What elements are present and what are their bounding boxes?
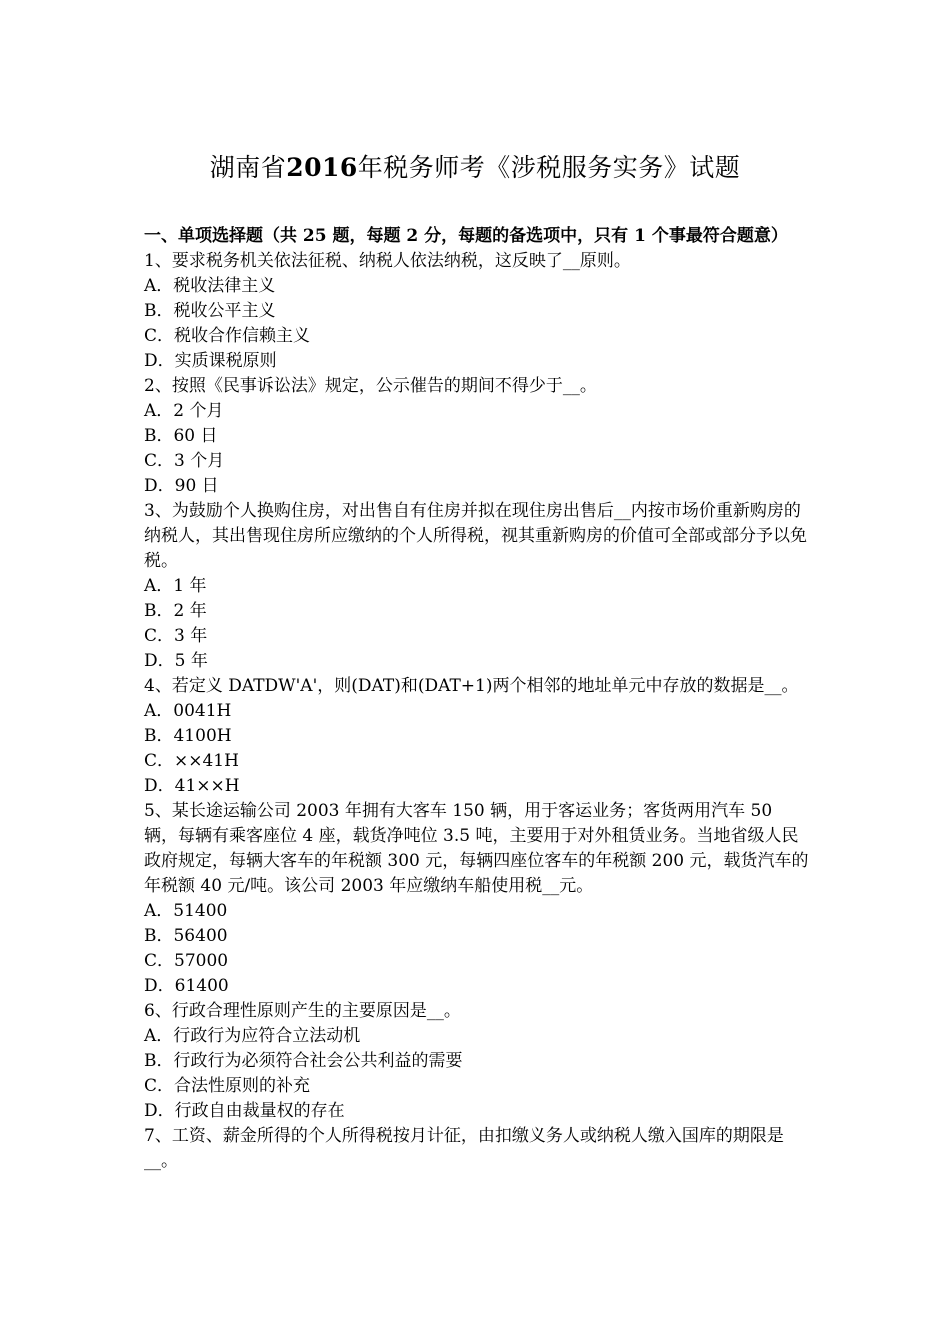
option-a: A．1 年 [144, 576, 207, 596]
question-2 [144, 374, 809, 499]
option-b: B．税收公平主义 [144, 301, 276, 321]
option-a: A．0041H [144, 701, 232, 721]
option-c: C．××41H [144, 751, 239, 771]
option-d: D．61400 [144, 976, 229, 996]
question-text: 7、工资、薪金所得的个人所得税按月计征，由扣缴义务人或纳税人缴入国库的期限是__。 [144, 1126, 784, 1171]
option-a: A．税收法律主义 [144, 276, 276, 296]
question-text: 2、按照《民事诉讼法》规定，公示催告的期间不得少于__。 [144, 376, 597, 396]
question-text: 4、若定义 DATDW'A'，则(DAT)和(DAT+1)两个相邻的地址单元中存放的数据是__。 [144, 676, 799, 696]
option-d: D．5 年 [144, 651, 208, 671]
option-b: B．60 日 [144, 426, 218, 446]
option-b: B．4100H [144, 726, 232, 746]
option-c: C．3 年 [144, 626, 208, 646]
question-text: 3、为鼓励个人换购住房，对出售自有住房并拟在现住房出售后__内按市场价重新购房的纳税人，其出售现住房所应缴纳的个人所得税，视其重新购房的价值可全部或部分予以免税。 [144, 501, 807, 571]
title-year: 2016 [286, 153, 358, 182]
question-text: 5、某长途运输公司 2003 年拥有大客车 150 辆，用于客运业务；客货两用汽车 50 辆，每辆有乘客座位 4 座，载货净吨位 3.5 吨，主要用于对外租赁业务。当地省级人民政府规定，每辆大客车的年税额 300 元，每辆四座位客车的年税额 200 元，载货汽车的年税额 40 元/吨。该公司 2003 年应缴纳车船使用税__元。 [144, 801, 809, 896]
option-b: B．行政行为必须符合社会公共利益的需要 [144, 1051, 463, 1071]
option-b: B．2 年 [144, 601, 207, 621]
question-5 [144, 799, 809, 999]
option-d: D．90 日 [144, 476, 219, 496]
title-prefix: 湖南省 [209, 153, 287, 182]
option-c: C．税收合作信赖主义 [144, 326, 311, 346]
question-1 [144, 249, 809, 374]
option-d: D．实质课税原则 [144, 351, 277, 371]
document-body [144, 224, 809, 1174]
option-c: C．3 个月 [144, 451, 225, 471]
question-4 [144, 674, 809, 799]
document-title [0, 150, 950, 186]
option-a: A．2 个月 [144, 401, 224, 421]
question-text: 1、要求税务机关依法征税、纳税人依法纳税，这反映了__原则。 [144, 251, 631, 271]
question-text: 6、行政合理性原则产生的主要原因是__。 [144, 1001, 461, 1021]
option-a: A．行政行为应符合立法动机 [144, 1026, 361, 1046]
question-3 [144, 499, 809, 674]
option-c: C．57000 [144, 951, 229, 971]
question-6 [144, 999, 809, 1124]
question-7 [144, 1124, 809, 1174]
option-d: D．41××H [144, 776, 240, 796]
option-c: C．合法性原则的补充 [144, 1076, 311, 1096]
title-suffix: 年税务师考《涉税服务实务》试题 [357, 153, 741, 182]
section-heading: 一、单项选择题（共 25 题，每题 2 分，每题的备选项中，只有 1 个事最符合题意） [144, 226, 788, 246]
option-d: D．行政自由裁量权的存在 [144, 1101, 345, 1121]
option-b: B．56400 [144, 926, 228, 946]
option-a: A．51400 [144, 901, 228, 921]
